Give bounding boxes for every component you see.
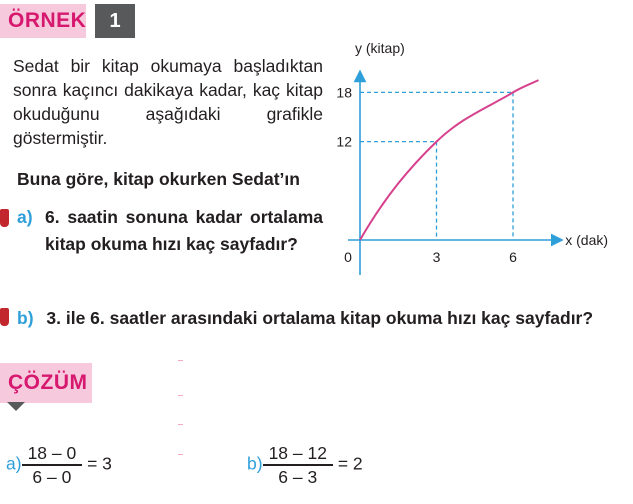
divider-dash [178,395,183,396]
solution-a-numerator: 18 – 0 [27,443,77,463]
solution-a-fraction [22,442,83,488]
y-tick-label: 12 [336,133,352,150]
divider-dash [178,360,183,361]
solution-a-denominator: 6 – 0 [32,466,72,487]
caret-down-icon [7,402,25,411]
origin-label: 0 [344,249,352,265]
x-tick-label: 6 [509,249,517,265]
divider-dash [178,424,183,425]
example-number-badge: 1 [95,4,135,38]
solution-b-fraction [263,442,333,488]
divider-dash [178,454,183,455]
solution-a-label: a) [6,453,22,474]
question-b [17,305,593,332]
solution-b-result: = 2 [337,453,363,474]
solution-tag: ÇÖZÜM [0,363,92,403]
question-b-text: 3. ile 6. saatler arasındaki ortalama kitap okuma hızı kaç sayfadır? [46,308,594,328]
solution-a-result: = 3 [87,453,112,474]
example-tag: ÖRNEK [0,4,86,38]
problem-lead: Buna göre, kitap okurken Sedat’ın [17,169,300,189]
question-a-label: a) [17,207,33,227]
pencil-icon [0,209,9,227]
question-a-text: 6. saatin sonuna kadar ortalama kitap okuma hızı kaç sayfadır? [45,207,323,254]
solution-b-numerator: 18 – 12 [268,443,327,463]
x-tick-label: 3 [432,249,441,265]
problem-intro: Sedat bir kitap okumaya başladıktan sonra kaçıncı dakikaya kadar, kaç kitap okuduğunu aşağıdaki grafikle göstermiştir. [13,56,323,148]
solution-a [6,442,112,488]
x-axis-label: x (dak) [565,232,609,248]
question-a [17,204,323,254]
y-tick-label: 18 [336,84,352,101]
question-b-label: b) [17,308,34,328]
reading-graph [325,36,625,276]
solution-b-label: b) [247,453,263,474]
solution-b [247,442,363,488]
y-axis-label: y (kitap) [355,40,405,56]
pencil-icon [0,308,9,326]
series-line [360,80,539,240]
solution-b-denominator: 6 – 3 [278,466,318,487]
